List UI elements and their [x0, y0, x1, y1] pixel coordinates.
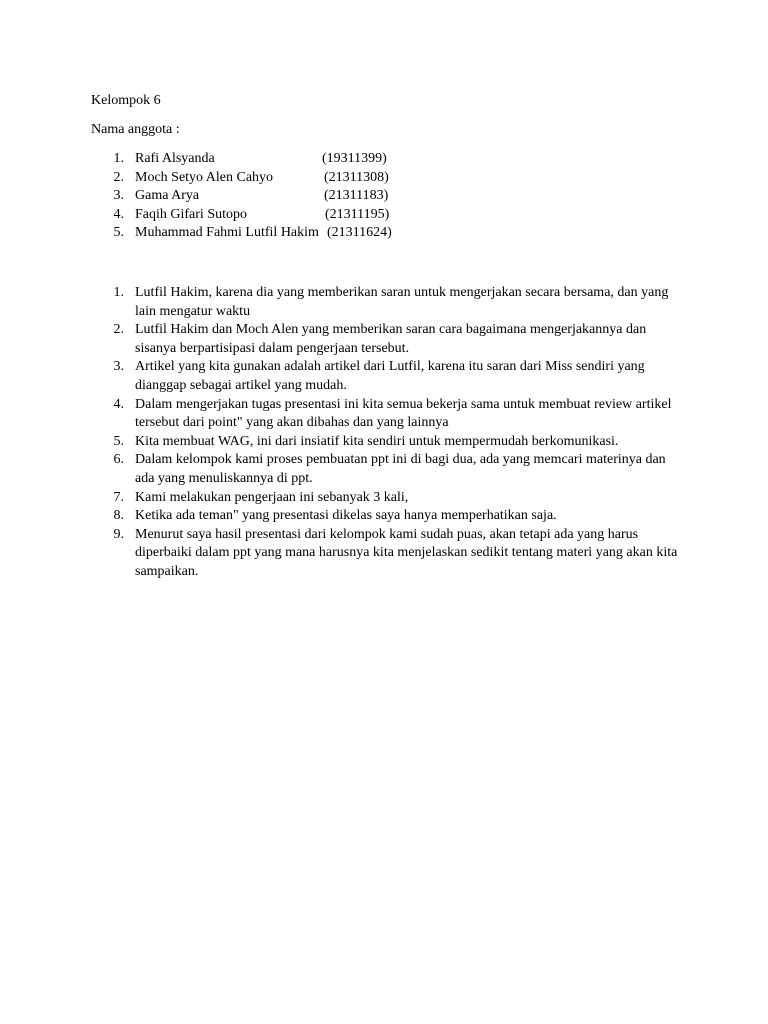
note-item [110, 489, 680, 508]
list-number: 2. [113, 322, 124, 338]
member-name: Faqih Gifari Sutopo [135, 206, 247, 222]
note-text: Lutfil Hakim dan Moch Alen yang memberikan saran cara bagaimana mengerjakannya dan sisanya berpartisipasi dalam pengerjaan tersebut. [135, 322, 647, 356]
list-number: 4. [113, 206, 124, 222]
list-number: 3. [113, 359, 124, 375]
list-number: 4. [113, 396, 124, 412]
note-item [110, 526, 680, 582]
member-nim: (21311195) [325, 206, 390, 222]
note-item [110, 284, 680, 321]
member-name: Moch Setyo Alen Cahyo [135, 169, 274, 185]
member-name: Muhammad Fahmi Lutfil Hakim [135, 225, 319, 241]
note-item [110, 358, 680, 395]
note-text: Artikel yang kita gunakan adalah artikel dari Lutfil, karena itu saran dari Miss sendiri yang dianggap sebagai artikel yang mudah. [135, 359, 645, 393]
note-text: Ketika ada teman" yang presentasi dikelas saya hanya memperhatikan saja. [135, 508, 557, 524]
note-item [110, 433, 680, 452]
note-item [110, 321, 680, 358]
document-title: Kelompok 6 [91, 93, 161, 108]
member-item [110, 169, 430, 188]
note-text: Kami melakukan pengerjaan ini sebanyak 3 kali, [135, 489, 409, 505]
note-text: Menurut saya hasil presentasi dari kelompok kami sudah puas, akan tetapi ada yang harus diperbaiki dalam ppt yang mana harusnya kita menjelaskan sedikit tentang materi yang akan kita sampaikan. [135, 526, 678, 579]
member-nim: (21311183) [324, 188, 389, 204]
list-number: 3. [113, 188, 124, 204]
note-item [110, 507, 680, 526]
note-text: Dalam mengerjakan tugas presentasi ini kita semua bekerja sama untuk membuat review artikel tersebut dari point" yang akan dibahas dan yang lainnya [135, 396, 672, 431]
list-number: 1. [113, 151, 124, 166]
note-text: Dalam kelompok kami proses pembuatan ppt ini di bagi dua, ada yang memcari materinya dan ada yang menuliskannya di ppt. [135, 452, 666, 486]
member-name: Gama Arya [135, 188, 200, 204]
note-text: Lutfil Hakim, karena dia yang memberikan saran untuk mengerjakan secara bersama, dan yang lain mengatur waktu [135, 285, 669, 319]
list-number: 9. [113, 526, 124, 542]
list-number: 5. [113, 225, 124, 241]
list-number: 2. [113, 169, 124, 185]
note-item [110, 451, 680, 488]
note-text: Kita membuat WAG, ini dari insiatif kita sendiri untuk mempermudah berkomunikasi. [135, 433, 619, 449]
list-number: 5. [113, 433, 124, 449]
member-item [110, 187, 430, 206]
member-nim: (21311308) [324, 169, 389, 185]
list-number: 8. [113, 508, 124, 524]
members-label: Nama anggota : [91, 122, 180, 137]
member-nim: (19311399) [322, 151, 387, 166]
member-item [110, 150, 430, 169]
member-item [110, 224, 430, 243]
member-name: Rafi Alsyanda [135, 151, 215, 166]
list-number: 7. [113, 489, 124, 505]
note-item [110, 396, 680, 433]
member-item [110, 206, 430, 225]
notes-list [110, 284, 680, 582]
list-number: 6. [113, 452, 124, 468]
members-list [110, 150, 430, 243]
list-number: 1. [113, 285, 124, 300]
member-nim: (21311624) [327, 225, 392, 241]
